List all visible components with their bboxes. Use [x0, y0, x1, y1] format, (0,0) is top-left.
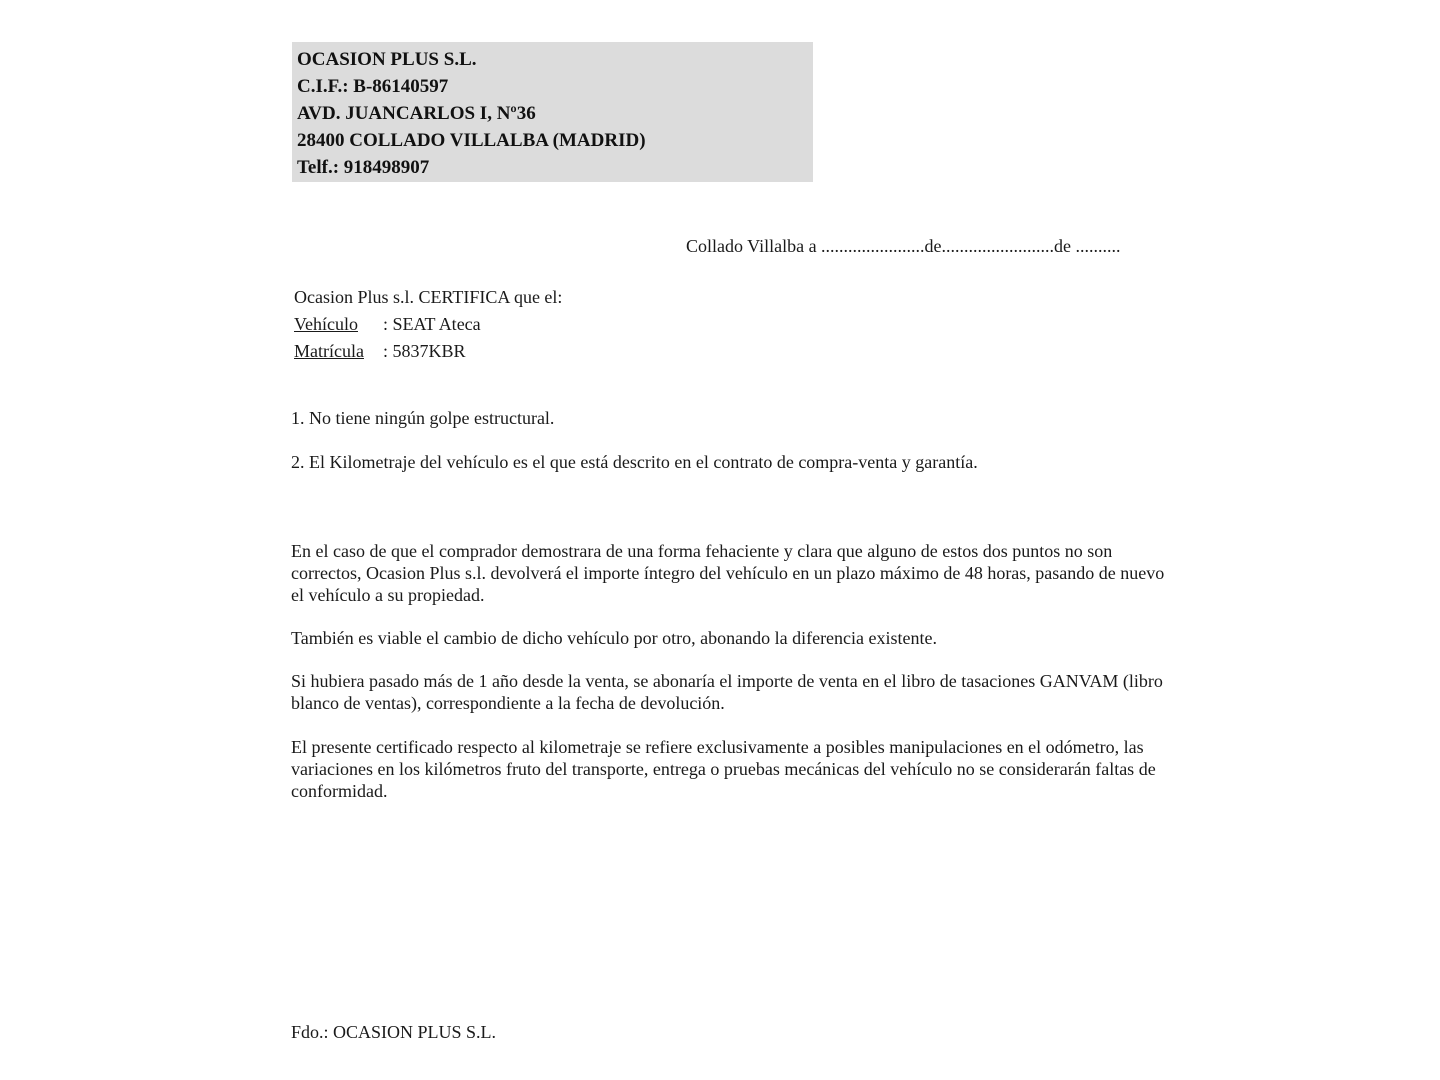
plate-value: : 5837KBR — [383, 341, 466, 361]
ganvam-paragraph: Si hubiera pasado más de 1 año desde la venta, se abonaría el importe de venta en el libro de tasaciones GANVAM (libro blanco de ventas), correspondiente a la fecha de devolución. — [291, 671, 1163, 713]
mileage-scope-paragraph: El presente certificado respecto al kilometraje se refiere exclusivamente a posibles manipulaciones en el odómetro, las variaciones en los kilómetros fruto del transporte, entrega o pruebas mecánicas del vehículo no se considerarán faltas de conformidad. — [291, 737, 1156, 801]
certification-intro: Ocasion Plus s.l. CERTIFICA que el: — [294, 287, 563, 307]
certified-points-list — [291, 406, 978, 474]
vehicle-field-row — [294, 311, 562, 338]
certification-block — [294, 284, 562, 365]
company-address: AVD. JUANCARLOS I, Nº36 — [297, 103, 536, 124]
point-no-structural-damage: 1. No tiene ningún golpe estructural. — [291, 408, 555, 428]
company-cif: C.I.F.: B-86140597 — [297, 76, 449, 97]
plate-field-row — [294, 338, 562, 365]
vehicle-value: : SEAT Ateca — [383, 314, 481, 334]
point-mileage: 2. El Kilometraje del vehículo es el que está descrito en el contrato de compra-venta y garantía. — [291, 452, 978, 472]
refund-paragraph: En el caso de que el comprador demostrara de una forma fehaciente y clara que alguno de estos dos puntos no son correctos, Ocasion Plus s.l. devolverá el importe íntegro del vehículo en un plazo máximo de 48 horas, pasando de nuevo el vehículo a su propiedad. — [291, 541, 1165, 605]
company-header-box — [292, 42, 813, 182]
signature-line: Fdo.: OCASION PLUS S.L. — [291, 1022, 497, 1042]
company-phone: Telf.: 918498907 — [297, 157, 430, 178]
plate-label: Matrícula — [294, 341, 364, 361]
vehicle-label: Vehículo — [294, 314, 358, 334]
exchange-paragraph: También es viable el cambio de dicho vehículo por otro, abonando la diferencia existente. — [291, 628, 938, 648]
company-name: OCASION PLUS S.L. — [297, 49, 477, 70]
place-date-line: Collado Villalba a .......................de.........................de .......... — [686, 236, 1121, 256]
company-city: 28400 COLLADO VILLALBA (MADRID) — [297, 130, 646, 151]
